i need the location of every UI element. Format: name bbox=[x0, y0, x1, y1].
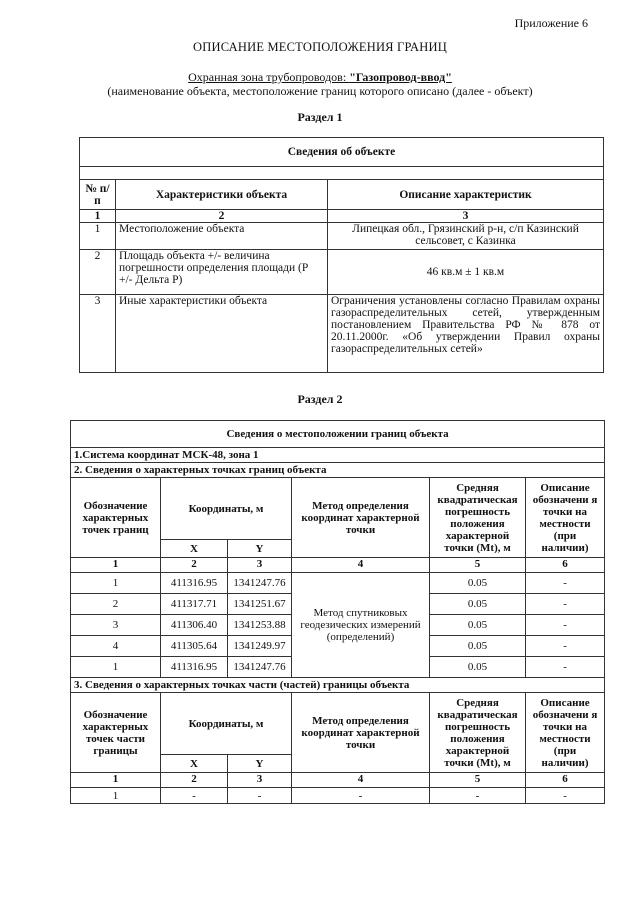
point-desc: - bbox=[526, 615, 605, 636]
point-y: 1341249.97 bbox=[228, 636, 292, 657]
point-x: 411316.95 bbox=[161, 573, 228, 594]
coords-header: Координаты, м bbox=[161, 693, 292, 755]
spacer-row bbox=[80, 167, 604, 180]
boundary-table-title: Сведения о местоположении границ объекта bbox=[71, 421, 605, 448]
point-error: 0.05 bbox=[430, 615, 526, 636]
zone-line bbox=[0, 70, 640, 85]
point-error: 0.05 bbox=[430, 594, 526, 615]
idx-cell: 3 bbox=[228, 773, 292, 788]
point-desc: - bbox=[526, 657, 605, 678]
point-x: 411306.40 bbox=[161, 615, 228, 636]
coords-header: Координаты, м bbox=[161, 478, 292, 540]
x-header: X bbox=[161, 540, 228, 558]
y-header: Y bbox=[228, 540, 292, 558]
row-num: 3 bbox=[80, 295, 116, 373]
idx-cell: 6 bbox=[526, 558, 605, 573]
method-cell: Метод спутниковых геодезических измерений (определений) bbox=[292, 573, 430, 678]
point-error: 0.05 bbox=[430, 657, 526, 678]
method-header: Метод определения координат характерной точки bbox=[292, 478, 430, 558]
idx-cell: 6 bbox=[526, 773, 605, 788]
point-desc: - bbox=[526, 636, 605, 657]
zone-prefix: Охранная зона трубопроводов: bbox=[188, 70, 350, 84]
subsection-2-title: 2. Сведения о характерных точках границ объекта bbox=[71, 463, 605, 478]
y-header: Y bbox=[228, 755, 292, 773]
col-char-header: Характеристики объекта bbox=[116, 180, 328, 210]
point-desc: - bbox=[526, 594, 605, 615]
idx-cell: 4 bbox=[292, 773, 430, 788]
row-desc: Липецкая обл., Грязинский р-н, с/п Казинский сельсовет, с Казинка bbox=[328, 223, 604, 250]
document-title: ОПИСАНИЕ МЕСТОПОЛОЖЕНИЯ ГРАНИЦ bbox=[193, 40, 447, 54]
idx-cell: 4 bbox=[292, 558, 430, 573]
idx-cell: 1 bbox=[80, 210, 116, 223]
point-error: 0.05 bbox=[430, 573, 526, 594]
point-number: 2 bbox=[71, 594, 161, 615]
point-y: 1341253.88 bbox=[228, 615, 292, 636]
point-number: 3 bbox=[71, 615, 161, 636]
designation-header: Обозначение характерных точек границ bbox=[71, 478, 161, 558]
appendix-label: Приложение 6 bbox=[514, 16, 588, 30]
row-desc: 46 кв.м ± 1 кв.м bbox=[328, 250, 604, 295]
section-2-label: Раздел 2 bbox=[297, 392, 343, 406]
row-desc: Ограничения установлены согласно Правилам охраны газораспределительных сетей, утвержденным постановлением Правительства РФ № 878 от 20.11.2000г. «Об утверждении Правил охраны газораспределительных сетей» bbox=[328, 295, 604, 373]
point-y: 1341247.76 bbox=[228, 573, 292, 594]
part-point-y: - bbox=[228, 788, 292, 804]
table-row bbox=[71, 788, 605, 804]
part-error: - bbox=[430, 788, 526, 804]
point-number: 1 bbox=[71, 573, 161, 594]
point-number: 1 bbox=[71, 657, 161, 678]
idx-cell: 1 bbox=[71, 558, 161, 573]
row-char: Иные характеристики объекта bbox=[116, 295, 328, 373]
part-method: - bbox=[292, 788, 430, 804]
idx-cell: 2 bbox=[116, 210, 328, 223]
part-point-number: 1 bbox=[71, 788, 161, 804]
x-header: X bbox=[161, 755, 228, 773]
point-y: 1341247.76 bbox=[228, 657, 292, 678]
idx-cell: 5 bbox=[430, 773, 526, 788]
error-header: Средняя квадратическая погрешность положения характерной точки (Mt), м bbox=[430, 693, 526, 773]
designation-header: Обозначение характерных точек части границы bbox=[71, 693, 161, 773]
point-desc: - bbox=[526, 573, 605, 594]
idx-cell: 1 bbox=[71, 773, 161, 788]
point-x: 411317.71 bbox=[161, 594, 228, 615]
boundary-table bbox=[70, 420, 605, 804]
point-number: 4 bbox=[71, 636, 161, 657]
object-info-table bbox=[79, 137, 604, 373]
table-row bbox=[71, 573, 605, 594]
part-point-x: - bbox=[161, 788, 228, 804]
coordinate-system: 1.Система координат МСК-48, зона 1 bbox=[71, 448, 605, 463]
method-header: Метод определения координат характерной точки bbox=[292, 693, 430, 773]
row-num: 2 bbox=[80, 250, 116, 295]
object-info-title: Сведения об объекте bbox=[80, 138, 604, 167]
point-y: 1341251.67 bbox=[228, 594, 292, 615]
idx-cell: 3 bbox=[228, 558, 292, 573]
desc-header: Описание обозначени я точки на местности (при наличии) bbox=[526, 478, 605, 558]
row-char: Площадь объекта +/- величина погрешности определения площади (Р +/- Дельта Р) bbox=[116, 250, 328, 295]
zone-caption: (наименование объекта, местоположение границ которого описано (далее - объект) bbox=[107, 84, 533, 98]
point-x: 411305.64 bbox=[161, 636, 228, 657]
desc-header: Описание обозначени я точки на местности (при наличии) bbox=[526, 693, 605, 773]
row-char: Местоположение объекта bbox=[116, 223, 328, 250]
col-desc-header: Описание характеристик bbox=[328, 180, 604, 210]
row-num: 1 bbox=[80, 223, 116, 250]
point-x: 411316.95 bbox=[161, 657, 228, 678]
error-header: Средняя квадратическая погрешность положения характерной точки (Mt), м bbox=[430, 478, 526, 558]
subsection-3-title: 3. Сведения о характерных точках части (частей) границы объекта bbox=[71, 678, 605, 693]
zone-name: "Газопровод-ввод" bbox=[349, 70, 452, 84]
col-num-header: № п/п bbox=[80, 180, 116, 210]
part-desc: - bbox=[526, 788, 605, 804]
idx-cell: 5 bbox=[430, 558, 526, 573]
idx-cell: 3 bbox=[328, 210, 604, 223]
section-1-label: Раздел 1 bbox=[297, 110, 343, 124]
idx-cell: 2 bbox=[161, 558, 228, 573]
idx-cell: 2 bbox=[161, 773, 228, 788]
point-error: 0.05 bbox=[430, 636, 526, 657]
